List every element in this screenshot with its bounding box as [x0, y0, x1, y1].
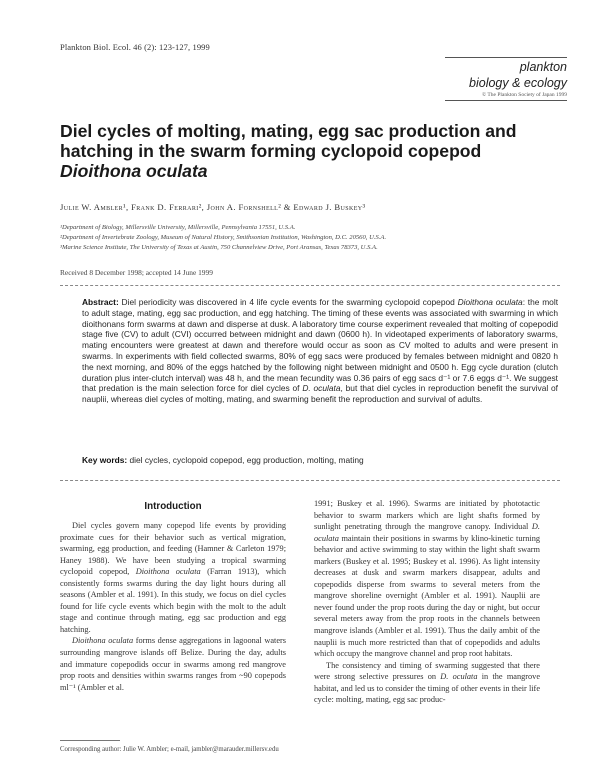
journal-name-line-1: plankton: [519, 60, 567, 74]
journal-name-line-2: biology & ecology: [469, 76, 567, 90]
received-date: Received 8 December 1998; accepted 14 June 1999: [60, 268, 213, 277]
footnote-rule: [60, 740, 120, 741]
journal-copyright: © The Plankton Society of Japan 1999: [445, 92, 567, 101]
intro-species-4: D. oculata: [440, 672, 478, 682]
title-line-2: hatching in the swarm forming cyclopoid copepod: [60, 141, 482, 161]
abstract-text-1: Diel periodicity was discovered in 4 life cycle events for the swarming cyclopoid copepod: [121, 297, 455, 307]
abstract: [82, 297, 558, 405]
keywords-text: diel cycles, cyclopoid copepod, egg production, molting, mating: [129, 455, 364, 465]
author-list: Julie W. Ambler¹, Frank D. Ferrari², John A. Fornshell² & Edward J. Buskey³: [60, 202, 366, 212]
intro-paragraph-4: The consistency and timing of swarming suggested that there were strong selective pressures on D. oculata in the mangrove habitat, and led us to consider the timing of other events in their life cycle: molting, mating, egg sac produc-: [314, 660, 541, 705]
intro-species-1: Dioithona oculata: [135, 567, 201, 577]
column-left: [60, 520, 286, 693]
abstract-text-3: , but that diel cycles in reproduction benefit the survival of nauplii, whereas diel cycles of molting, mating, and swarming benefit the reproduction and survival of adults.: [82, 383, 559, 405]
keywords-label: Key words:: [82, 455, 128, 465]
journal-logo: [445, 57, 567, 101]
keywords: [82, 455, 558, 465]
abstract-label: Abstract:: [82, 297, 119, 307]
abstract-text-2: : the molt to adult stage, mating, egg sac production, and egg hatching. The timing of these events was associated with swarming in which dioithonans form swarms at dawn and disperse at dusk. A laboratory time course experiment revealed that molting of copepodid stage five (CV) to adult (CVI) occurred between midnight and dawn (0600 h). In videotaped experiments of laboratory swarms, mating encounters were greatest at dawn and therefore would occur as soon as CV molted to adults and were present in swarms. In experiments with field collected swarms, 80% of egg sacs were produced by females between midnight and 0820 h the next morning, and 80% of the eggs hatched by the following night between midnight and 0500 h. Egg cycle duration (clutch duration plus inter-clutch interval) was 48 h, and the mean fecundity was 0.36 pairs of egg sacs d⁻¹ or 7.6 eggs d⁻¹. We suggest that predation is the main selection force for diel cycles of: [82, 297, 559, 394]
divider-bottom: [60, 480, 560, 481]
divider-top: [60, 285, 560, 286]
paper-title: [60, 121, 530, 181]
introduction-heading: Introduction: [144, 501, 202, 512]
corresponding-author-footnote: Corresponding author: Julie W. Ambler; e-mail, jambler@marauder.millersv.edu: [60, 746, 279, 753]
abstract-species: Dioithona oculata: [457, 297, 523, 307]
column-right: [314, 498, 540, 706]
intro-paragraph-1: Diel cycles govern many copepod life events by providing proximate cues for their behavior such as vertical migration, swarming, egg production, and feeding (Hamner & Carleton 1979; Haney 1988). We have been studying a tropical swarming cyclopoid copepod, Dioithona oculata (Farran 1913), which consistently forms swarms during the day light hours during all seasons (Ambler et al. 1991). In this study, we focus on diel cycles found for life cycle events which begin with the molt to the adult stage and continue through mating, egg sac production and egg hatching.: [60, 521, 286, 634]
affiliation-1: ¹Department of Biology, Millersville University, Millersville, Pennsylvania 17551, U.S.A.: [60, 224, 296, 231]
intro-paragraph-2: Dioithona oculata forms dense aggregations in lagoonal waters surrounding mangrove islands off Belize. During the day, adults and immature copepodids occur in swarms among red mangrove prop roots and densities within swarms ranges from ~90 copepods ml⁻¹ (Ambler et al.: [60, 636, 286, 692]
affiliation-2: ²Department of Invertebrate Zoology, Museum of Natural History, Smithsonian Institution, Washington, D.C. 20560, U.S.A.: [60, 234, 387, 241]
journal-citation: Plankton Biol. Ecol. 46 (2): 123-127, 1999: [60, 42, 210, 52]
title-line-1: Diel cycles of molting, mating, egg sac production and: [60, 121, 517, 141]
abstract-species-2: D. oculata: [302, 383, 341, 394]
intro-paragraph-3: 1991; Buskey et al. 1996). Swarms are initiated by phototactic behavior to swarm markers which are light shafts formed by sunlight penetrating through the mangrove canopy. Individual D. oculata maintain their positions in swarms by klino-kinetic turning behavior and active swimming to stay within the light shaft swarm markers (Buskey et al. 1995; Buskey et al. 1996). As light intensity decreases at dusk and swarm markers disappear, adults and copepodids disperse from swarms to several meters from the mangrove shoreline overnight (Ambler et al. 1991). Nauplii are never found under the prop roots during the day or night, but occur several meters away from the prop roots in the channels between mangrove islands (Ambler et al. 1991). Thus the daily ambit of the nauplii is much more restricted than that of copepodids and adults which occupy the mangrove channel and prop root habitats.: [314, 499, 540, 659]
intro-species-2: Dioithona oculata: [72, 636, 134, 646]
intro-species-3: D. oculata: [314, 522, 540, 543]
title-species: Dioithona oculata: [60, 161, 208, 181]
affiliation-3: ³Marine Science Institute, The University of Texas at Austin, 750 Channelview Drive, Port Aransas, Texas 78373, U.S.A.: [60, 244, 378, 251]
